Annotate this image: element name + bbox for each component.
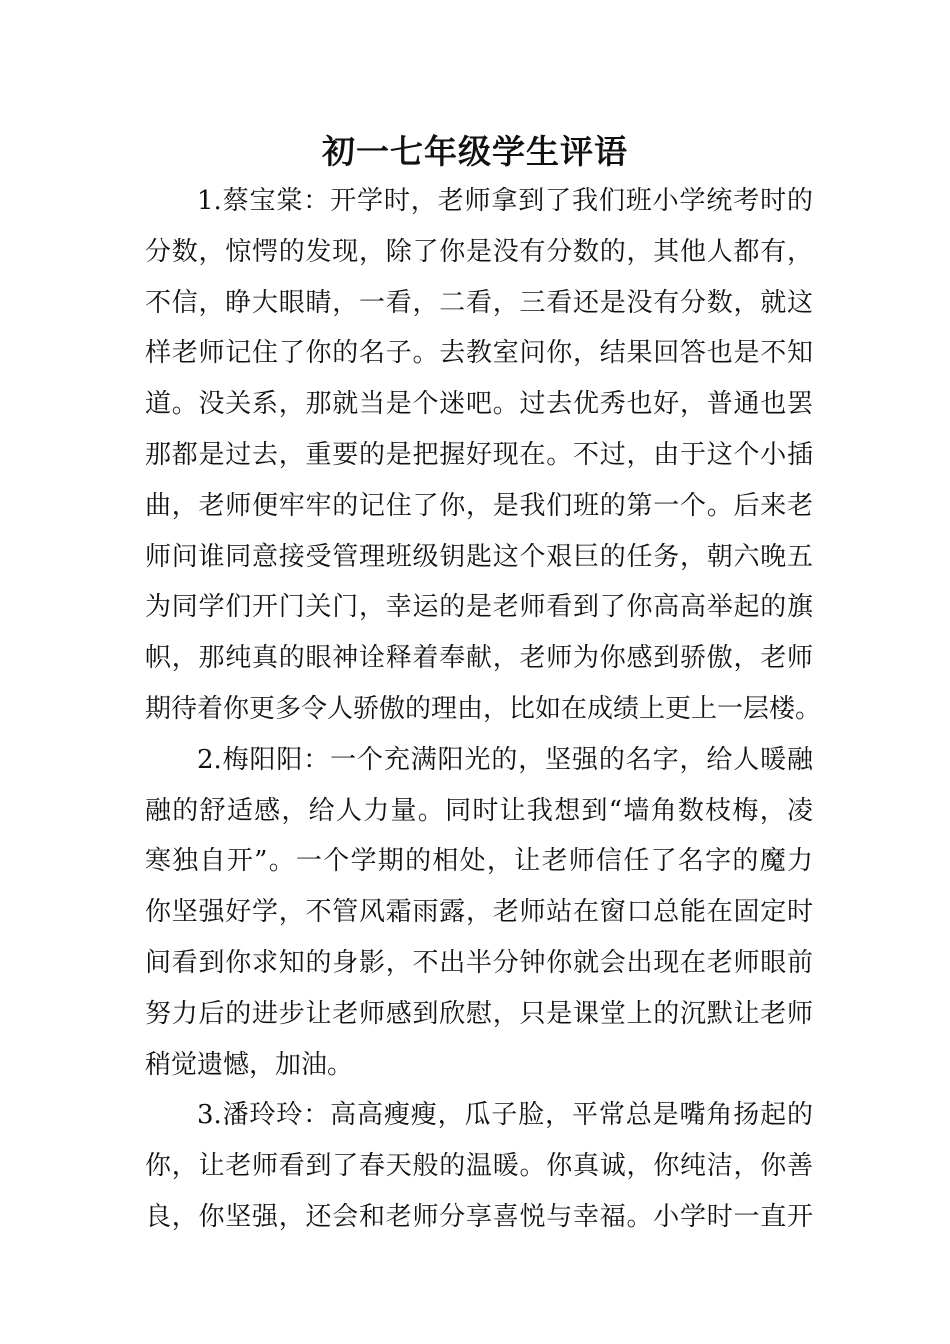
- text-line: 3.潘玲玲：高高瘦瘦，瓜子脸，平常总是嘴角扬起的: [197, 1100, 813, 1131]
- text-line: 良，你坚强，还会和老师分享喜悦与幸福。小学时一直开: [145, 1201, 813, 1232]
- text-line: 寒独自开”。一个学期的相处，让老师信任了名字的魔力: [145, 846, 813, 877]
- text-line: 努力后的进步让老师感到欣慰，只是课堂上的沉默让老师: [145, 998, 813, 1029]
- text-line: 帜，那纯真的眼神诠释着奉献，老师为你感到骄傲，老师: [145, 643, 813, 674]
- text-line: 你，让老师看到了春天般的温暖。你真诚，你纯洁，你善: [145, 1151, 813, 1182]
- text-line: 样老师记住了你的名子。去教室问你，结果回答也是不知: [145, 338, 813, 369]
- document-body: [145, 176, 822, 1243]
- text-line: 分数，惊愕的发现，除了你是没有分数的，其他人都有，: [145, 236, 813, 267]
- text-line: 你坚强好学，不管风霜雨露，老师站在窗口总能在固定时: [145, 897, 813, 928]
- text-line: 2.梅阳阳：一个充满阳光的，坚强的名字，给人暖融: [197, 744, 813, 775]
- text-line: 融的舒适感，给人力量。同时让我想到“墙角数枝梅，凌: [145, 795, 813, 826]
- text-line: 期待着你更多令人骄傲的理由，比如在成绩上更上一层楼。: [145, 693, 822, 724]
- text-line: 不信，睁大眼睛，一看，二看，三看还是没有分数，就这: [145, 287, 813, 318]
- text-line: 曲，老师便牢牢的记住了你，是我们班的第一个。后来老: [145, 490, 813, 521]
- text-line: 为同学们开门关门，幸运的是老师看到了你高高举起的旗: [145, 592, 813, 623]
- text-line: 1.蔡宝棠：开学时，老师拿到了我们班小学统考时的: [197, 186, 813, 216]
- document-title: 初一七年级学生评语: [322, 132, 628, 171]
- text-line: 稍觉遗憾，加油。: [145, 1049, 354, 1080]
- text-line: 道。没关系，那就当是个迷吧。过去优秀也好，普通也罢: [145, 389, 813, 420]
- text-line: 师问谁同意接受管理班级钥匙这个艰巨的任务，朝六晚五: [145, 541, 813, 572]
- text-line: 间看到你求知的身影，不出半分钟你就会出现在老师眼前: [145, 947, 813, 978]
- text-line: 那都是过去，重要的是把握好现在。不过，由于这个小插: [145, 439, 813, 470]
